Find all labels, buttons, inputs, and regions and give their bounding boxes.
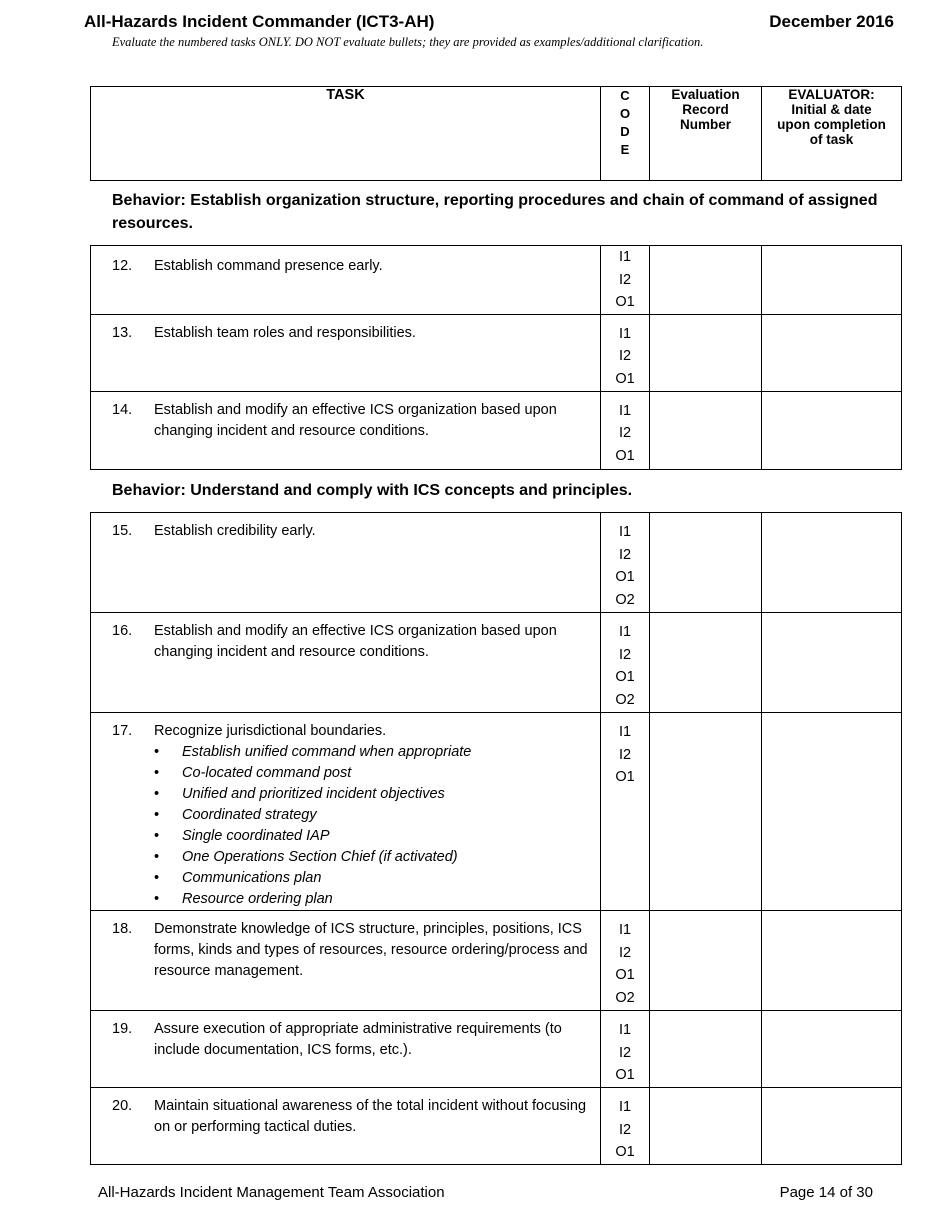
evaluator-initial-cell[interactable] [762, 391, 902, 469]
task-text: Establish and modify an effective ICS organization based upon changing incident and resource conditions. [154, 401, 557, 439]
task-text: Demonstrate knowledge of ICS structure, principles, positions, ICS forms, kinds and types of resources, resource ordering/process and resource management. [154, 921, 588, 979]
code-value: I1 [618, 1099, 632, 1115]
table-row [91, 713, 902, 911]
evaluator-initial-cell[interactable] [762, 1088, 902, 1165]
table-row [91, 314, 902, 391]
code-value: I2 [618, 944, 632, 961]
code-value: O1 [615, 669, 635, 685]
record-number-cell[interactable] [650, 391, 762, 469]
code-letter: O [619, 106, 631, 121]
table-row [91, 513, 902, 613]
evaluator-initial-cell[interactable] [762, 246, 902, 315]
code-value: I1 [618, 325, 632, 342]
task-number: 20. [112, 1098, 133, 1114]
table-row [91, 246, 902, 315]
task-table-section-2 [90, 512, 902, 1165]
list-item: • Single coordinated IAP [154, 826, 592, 847]
record-number-cell[interactable] [650, 911, 762, 1011]
task-number: 12. [112, 258, 133, 274]
table-row [91, 1011, 902, 1088]
task-number: 16. [112, 623, 133, 639]
code-value: O1 [615, 1067, 635, 1083]
list-item: • Co-located command post [154, 763, 592, 784]
task-number: 18. [112, 921, 133, 937]
document-date: December 2016 [769, 12, 894, 31]
code-value: O2 [615, 591, 635, 608]
task-column-header: TASK [91, 87, 601, 181]
record-column-header: Evaluation Record Number [650, 87, 762, 181]
code-value: O1 [615, 569, 635, 585]
evaluator-initial-cell[interactable] [762, 314, 902, 391]
task-number: 14. [112, 401, 133, 418]
code-value: I2 [618, 348, 632, 364]
task-number: 19. [112, 1021, 133, 1037]
list-item: • Establish unified command when appropriate [154, 742, 592, 763]
task-text: Assure execution of appropriate administrative requirements (to include documentation, ICS forms, etc.). [154, 1021, 562, 1058]
task-table-section-1 [90, 245, 902, 470]
code-value: I2 [618, 646, 632, 663]
code-value: I1 [618, 1022, 632, 1038]
document-title: All-Hazards Incident Commander (ICT3-AH) [84, 12, 435, 31]
code-value: O2 [615, 691, 635, 708]
code-value: O1 [615, 294, 635, 310]
task-table-header [90, 86, 902, 181]
task-number: 15. [112, 523, 133, 539]
evaluator-initial-cell[interactable] [762, 911, 902, 1011]
code-value: I1 [618, 249, 632, 265]
evaluator-initial-cell[interactable] [762, 613, 902, 713]
code-letter: D [620, 124, 630, 139]
behavior-heading: Behavior: Understand and comply with ICS concepts and principles. [112, 482, 633, 499]
code-value: I2 [618, 1044, 632, 1061]
record-number-cell[interactable] [650, 513, 762, 613]
code-value: I1 [618, 402, 632, 419]
code-value: O1 [615, 967, 635, 983]
task-text: Establish credibility early. [154, 523, 316, 539]
code-value: O1 [615, 370, 635, 387]
code-value: I1 [618, 724, 632, 740]
evaluator-initial-cell[interactable] [762, 513, 902, 613]
footer-page-number: Page 14 of 30 [779, 1184, 873, 1201]
code-value: O2 [615, 989, 635, 1006]
code-value: I2 [618, 546, 632, 563]
code-value: I2 [618, 1121, 632, 1138]
code-value: I1 [618, 624, 632, 640]
footer-organization: All-Hazards Incident Management Team Association [98, 1184, 445, 1201]
record-number-cell[interactable] [650, 1011, 762, 1088]
code-value: O1 [615, 1144, 635, 1160]
table-row [91, 911, 902, 1011]
code-value: I1 [618, 524, 632, 540]
evaluator-initial-cell[interactable] [762, 713, 902, 911]
record-number-cell[interactable] [650, 246, 762, 315]
code-value: I2 [618, 425, 632, 441]
evaluator-initial-cell[interactable] [762, 1011, 902, 1088]
table-row [91, 1088, 902, 1165]
code-column-header [601, 87, 650, 181]
task-text: Establish team roles and responsibilities. [154, 324, 416, 341]
table-row [91, 613, 902, 713]
record-number-cell[interactable] [650, 713, 762, 911]
record-number-cell[interactable] [650, 314, 762, 391]
task-text: Establish and modify an effective ICS organization based upon changing incident and resource conditions. [154, 623, 557, 660]
task-number: 13. [112, 324, 133, 341]
task-text: Maintain situational awareness of the total incident without focusing on or performing tactical duties. [154, 1098, 587, 1135]
code-value: I1 [618, 922, 632, 938]
task-bullet-list [112, 742, 592, 910]
list-item: • Coordinated strategy [154, 805, 592, 826]
behavior-heading: Behavior: Establish organization structure, reporting procedures and chain of command of assigned resources. [112, 192, 878, 232]
code-letter: E [620, 142, 630, 157]
evaluation-instructions: Evaluate the numbered tasks ONLY. DO NOT evaluate bullets; they are provided as examples/additional clarification. [112, 35, 704, 49]
task-text: Recognize jurisdictional boundaries. [154, 723, 387, 739]
list-item: • Resource ordering plan [154, 889, 592, 910]
list-item: • One Operations Section Chief (if activated) [154, 847, 592, 868]
code-letter: C [620, 88, 630, 103]
task-text: Establish command presence early. [154, 258, 383, 274]
code-value: I2 [618, 746, 632, 763]
task-number: 17. [112, 723, 133, 739]
code-value: O1 [615, 769, 635, 785]
list-item: • Communications plan [154, 868, 592, 889]
list-item: • Unified and prioritized incident objectives [154, 784, 592, 805]
evaluator-column-header: EVALUATOR: Initial & date upon completion of task [762, 87, 902, 181]
record-number-cell[interactable] [650, 613, 762, 713]
code-value: I2 [618, 271, 632, 288]
code-value: O1 [615, 447, 635, 464]
record-number-cell[interactable] [650, 1088, 762, 1165]
table-row [91, 391, 902, 469]
